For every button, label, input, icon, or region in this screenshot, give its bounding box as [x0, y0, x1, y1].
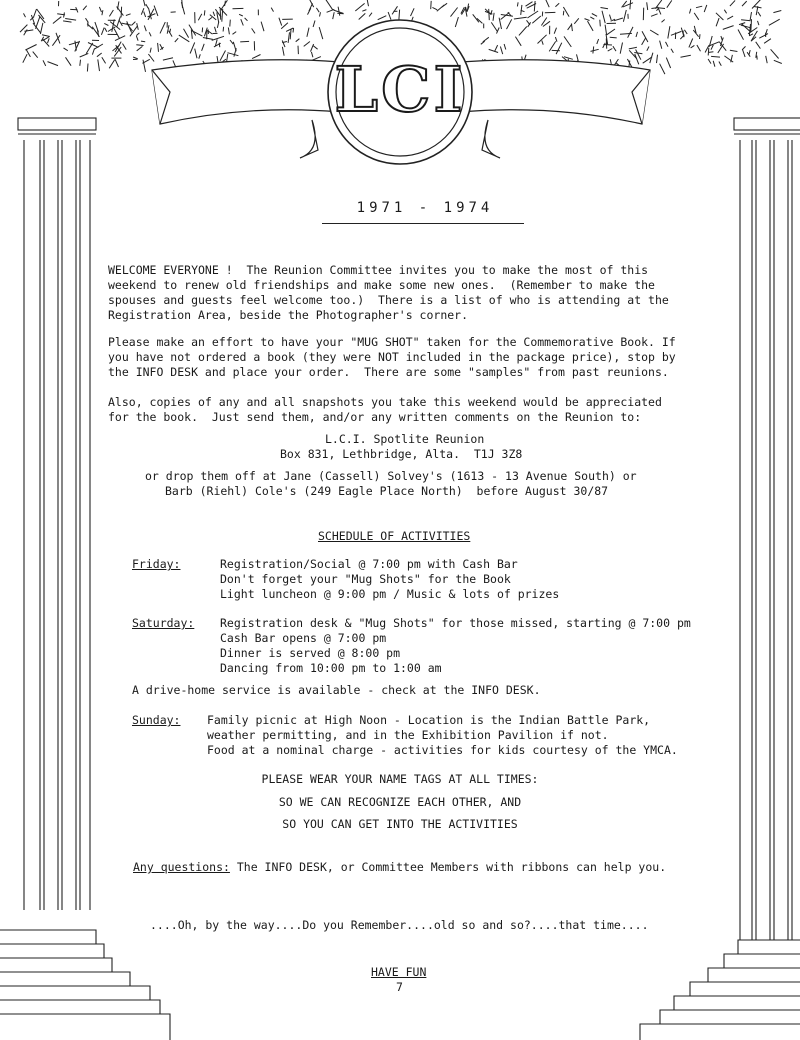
foliage-stroke: [730, 50, 738, 51]
foliage-stroke: [527, 11, 538, 18]
drive-home-note: A drive-home service is available - check at the INFO DESK.: [132, 683, 541, 697]
foliage-stroke: [115, 59, 119, 67]
foliage-stroke: [98, 59, 100, 71]
foliage-stroke: [367, 0, 369, 6]
foliage-stroke: [83, 6, 87, 10]
mugshot-line-3: the INFO DESK and place your order. There are some "samples" from past reunions.: [108, 365, 669, 379]
foliage-stroke: [24, 30, 28, 36]
foliage-stroke: [504, 44, 506, 50]
foliage-stroke: [228, 27, 229, 34]
foliage-stroke: [313, 46, 318, 50]
foliage-stroke: [160, 22, 165, 33]
foliage-stroke: [136, 36, 138, 41]
foliage-stroke: [261, 22, 264, 32]
welcome-line-2: weekend to renew old friendships and make some new ones. (Remember to make the: [108, 278, 655, 292]
foliage-stroke: [666, 42, 669, 47]
foliage-stroke: [527, 20, 531, 25]
foliage-stroke: [709, 52, 714, 53]
right-steps: [640, 940, 800, 1040]
foliage-stroke: [437, 5, 445, 11]
foliage-stroke: [150, 48, 151, 53]
sunday-item-2: weather permitting, and in the Exhibition Pavilion if not.: [207, 728, 609, 742]
foliage-stroke: [170, 29, 171, 33]
foliage-stroke: [101, 28, 104, 35]
foliage-stroke: [602, 11, 605, 23]
foliage-stroke: [514, 17, 527, 19]
foliage-stroke: [48, 62, 59, 66]
foliage-stroke: [102, 10, 103, 15]
foliage-stroke: [225, 1, 226, 6]
foliage-stroke: [610, 59, 611, 64]
foliage-stroke: [141, 41, 145, 42]
foliage-stroke: [588, 21, 594, 31]
foliage-stroke: [281, 23, 288, 29]
foliage-stroke: [593, 46, 594, 53]
foliage-stroke: [286, 28, 293, 31]
foliage-stroke: [751, 31, 757, 41]
foliage-stroke: [743, 50, 746, 58]
foliage-stroke: [217, 22, 218, 28]
by-the-way-line: ....Oh, by the way....Do you Remember....old so and so?....that time....: [150, 918, 649, 932]
saturday-label: Saturday:: [132, 616, 195, 630]
foliage-stroke: [146, 4, 148, 8]
foliage-stroke: [571, 23, 572, 31]
name-tags-line-3: SO YOU CAN GET INTO THE ACTIVITIES: [282, 817, 518, 831]
foliage-stroke: [88, 43, 98, 48]
foliage-stroke: [114, 29, 120, 39]
foliage-stroke: [620, 43, 622, 54]
foliage-stroke: [48, 38, 50, 43]
foliage-stroke: [555, 37, 557, 42]
foliage-stroke: [771, 49, 779, 58]
foliage-stroke: [26, 50, 30, 57]
foliage-stroke: [141, 8, 144, 15]
foliage-stroke: [713, 61, 715, 67]
foliage-stroke: [723, 26, 734, 30]
foliage-stroke: [628, 27, 633, 38]
name-tags-line-2: SO WE CAN RECOGNIZE EACH OTHER, AND: [278, 795, 522, 809]
foliage-stroke: [591, 49, 599, 51]
mugshot-line-1: Please make an effort to have your "MUG SHOT" taken for the Commemorative Book. If: [108, 335, 676, 349]
foliage-stroke: [650, 30, 658, 35]
foliage-stroke: [741, 20, 751, 21]
foliage-stroke: [758, 12, 761, 16]
foliage-stroke: [711, 56, 720, 57]
foliage-stroke: [642, 31, 648, 42]
foliage-stroke: [662, 20, 665, 23]
foliage-stroke: [697, 45, 701, 51]
foliage-stroke: [749, 50, 750, 55]
foliage-stroke: [711, 45, 713, 50]
foliage-stroke: [233, 32, 237, 35]
foliage-stroke: [378, 16, 387, 20]
foliage-stroke: [25, 45, 36, 51]
dropoff-line-1: or drop them off at Jane (Cassell) Solvey's (1613 - 13 Avenue South) or: [145, 469, 637, 483]
foliage-stroke: [719, 62, 721, 66]
foliage-stroke: [534, 1, 535, 12]
sunday-item-1: Family picnic at High Noon - Location is the Indian Battle Park,: [207, 713, 651, 727]
foliage-stroke: [33, 52, 38, 58]
foliage-stroke: [592, 14, 597, 17]
foliage-stroke: [369, 13, 372, 17]
foliage-stroke: [597, 39, 599, 44]
foliage-stroke: [700, 34, 701, 39]
foliage-stroke: [613, 46, 616, 51]
foliage-stroke: [491, 22, 497, 31]
sunday-label: Sunday:: [132, 713, 181, 727]
foliage-stroke: [215, 27, 217, 33]
foliage-stroke: [362, 10, 366, 12]
foliage-stroke: [704, 5, 707, 12]
foliage-stroke: [742, 46, 745, 50]
foliage-stroke: [53, 17, 61, 24]
foliage-stroke: [756, 42, 761, 49]
foliage-stroke: [112, 19, 115, 31]
foliage-stroke: [241, 19, 244, 25]
welcome-line-3: spouses and guests feel welcome too.) There is a list of who is attending at the: [108, 293, 669, 307]
foliage-stroke: [716, 13, 724, 20]
foliage-stroke: [605, 25, 607, 35]
foliage-stroke: [691, 45, 695, 48]
foliage-stroke: [252, 55, 260, 59]
foliage-stroke: [608, 49, 613, 52]
left-column: [18, 118, 96, 910]
foliage-stroke: [507, 19, 512, 29]
friday-item-1: Registration/Social @ 7:00 pm with Cash Bar: [220, 557, 518, 571]
foliage-stroke: [94, 44, 103, 49]
foliage-stroke: [149, 32, 151, 36]
foliage-stroke: [158, 43, 159, 52]
foliage-stroke: [102, 57, 106, 63]
foliage-stroke: [163, 58, 173, 60]
foliage-stroke: [660, 64, 665, 74]
foliage-stroke: [600, 20, 601, 27]
foliage-stroke: [666, 58, 670, 68]
foliage-stroke: [143, 0, 145, 6]
foliage-stroke: [642, 38, 646, 45]
foliage-stroke: [208, 17, 212, 20]
foliage-stroke: [610, 15, 612, 20]
foliage-stroke: [564, 36, 571, 47]
foliage-stroke: [220, 51, 226, 61]
foliage-stroke: [304, 42, 310, 47]
foliage-stroke: [64, 48, 68, 51]
foliage-stroke: [708, 48, 709, 56]
foliage-stroke: [636, 32, 638, 37]
left-steps: [0, 930, 170, 1040]
foliage-stroke: [132, 22, 136, 26]
logo-text: LCI: [334, 53, 466, 126]
foliage-stroke: [451, 8, 458, 17]
foliage-stroke: [690, 9, 691, 14]
schedule-title: SCHEDULE OF ACTIVITIES: [318, 529, 471, 543]
foliage-stroke: [651, 14, 658, 16]
foliage-stroke: [750, 12, 751, 20]
foliage-stroke: [556, 43, 562, 54]
foliage-stroke: [123, 44, 127, 50]
foliage-stroke: [431, 1, 432, 9]
name-tags-line-1: PLEASE WEAR YOUR NAME TAGS AT ALL TIMES:: [261, 772, 539, 786]
dropoff-line-2: Barb (Riehl) Cole's (249 Eagle Place North) before August 30/87: [165, 484, 609, 498]
foliage-stroke: [392, 6, 397, 14]
foliage-stroke: [517, 2, 518, 6]
foliage-stroke: [63, 21, 71, 22]
foliage-stroke: [271, 8, 273, 12]
foliage-stroke: [623, 10, 626, 22]
foliage-stroke: [69, 42, 79, 45]
foliage-stroke: [333, 12, 335, 19]
foliage-stroke: [228, 53, 239, 56]
foliage-stroke: [227, 54, 228, 62]
years-heading: 1971 - 1974: [356, 200, 494, 216]
foliage-stroke: [455, 17, 458, 27]
foliage-stroke: [515, 37, 521, 46]
foliage-stroke: [585, 19, 590, 21]
foliage-stroke: [189, 25, 196, 36]
foliage-stroke: [307, 28, 309, 37]
foliage-stroke: [671, 31, 682, 35]
welcome-line-1: WELCOME EVERYONE ! The Reunion Committee invites you to make the most of this: [108, 263, 649, 277]
sunday-item-3: Food at a nominal charge - activities for kids courtesy of the YMCA.: [207, 743, 678, 757]
foliage-stroke: [716, 18, 719, 26]
foliage-stroke: [65, 19, 76, 21]
foliage-stroke: [590, 17, 594, 19]
foliage-stroke: [708, 59, 711, 64]
foliage-stroke: [313, 21, 315, 28]
years-underline: [322, 223, 524, 224]
foliage-stroke: [532, 16, 541, 23]
foliage-stroke: [724, 10, 726, 14]
foliage-stroke: [399, 10, 400, 20]
foliage-stroke: [773, 11, 781, 13]
foliage-stroke: [308, 8, 311, 14]
foliage-stroke: [727, 16, 733, 19]
friday-item-3: Light luncheon @ 9:00 pm / Music & lots of prizes: [220, 587, 560, 601]
foliage-stroke: [190, 42, 195, 53]
foliage-stroke: [115, 36, 125, 41]
foliage-stroke: [240, 41, 249, 42]
foliage-stroke: [136, 33, 139, 36]
foliage-stroke: [764, 39, 771, 44]
foliage-stroke: [144, 26, 146, 32]
foliage-stroke: [34, 9, 37, 17]
foliage-stroke: [555, 3, 559, 7]
foliage-stroke: [355, 3, 364, 11]
saturday-item-1: Registration desk & "Mug Shots" for those missed, starting @ 7:00 pm: [220, 616, 691, 630]
snapshots-line-1: Also, copies of any and all snapshots you take this weekend would be appreciated: [108, 395, 662, 409]
foliage-stroke: [252, 28, 255, 33]
foliage-stroke: [109, 60, 115, 69]
foliage-stroke: [210, 15, 216, 20]
foliage-stroke: [148, 54, 154, 62]
foliage-stroke: [473, 14, 479, 22]
foliage-stroke: [493, 13, 494, 21]
friday-item-2: Don't forget your "Mug Shots" for the Book: [220, 572, 511, 586]
foliage-stroke: [97, 53, 102, 57]
saturday-item-2: Cash Bar opens @ 7:00 pm: [220, 631, 387, 645]
friday-label: Friday:: [132, 557, 181, 571]
foliage-stroke: [634, 53, 642, 54]
foliage-stroke: [604, 45, 613, 46]
foliage-stroke: [24, 30, 33, 31]
foliage-stroke: [316, 8, 319, 12]
foliage-stroke: [742, 1, 747, 6]
foliage-stroke: [549, 41, 556, 51]
foliage-stroke: [293, 28, 294, 33]
foliage-stroke: [136, 45, 143, 46]
foliage-stroke: [118, 1, 119, 9]
welcome-line-4: Registration Area, beside the Photographer's corner.: [108, 308, 469, 322]
foliage-stroke: [212, 36, 224, 40]
foliage-stroke: [563, 11, 564, 16]
saturday-item-3: Dinner is served @ 8:00 pm: [220, 646, 401, 660]
foliage-stroke: [667, 0, 672, 7]
foliage-stroke: [483, 37, 489, 42]
foliage-stroke: [203, 38, 213, 40]
foliage-stroke: [126, 14, 131, 16]
have-fun: HAVE FUN: [371, 965, 427, 979]
foliage-stroke: [730, 0, 735, 6]
address-line-2: Box 831, Lethbridge, Alta. T1J 3Z8: [280, 447, 523, 461]
foliage-stroke: [105, 28, 107, 32]
foliage-stroke: [195, 49, 197, 59]
foliage-stroke: [42, 35, 50, 37]
foliage-stroke: [223, 59, 226, 61]
foliage-stroke: [199, 54, 201, 58]
questions-text: The INFO DESK, or Committee Members with ribbons can help you.: [229, 860, 667, 874]
foliage-stroke: [689, 39, 693, 48]
foliage-stroke: [87, 64, 88, 72]
foliage-stroke: [66, 57, 72, 65]
foliage-stroke: [647, 2, 648, 10]
foliage-stroke: [127, 21, 132, 32]
foliage-stroke: [542, 41, 543, 45]
foliage-stroke: [411, 8, 415, 16]
foliage-stroke: [519, 27, 527, 36]
foliage-stroke: [133, 57, 138, 59]
foliage-stroke: [681, 55, 691, 57]
foliage-stroke: [175, 38, 178, 42]
foliage-stroke: [99, 7, 101, 12]
questions-label: Any questions:: [133, 860, 230, 874]
foliage-stroke: [282, 40, 285, 47]
foliage-stroke: [245, 18, 248, 21]
foliage-stroke: [24, 13, 26, 17]
foliage-stroke: [651, 8, 658, 9]
foliage-stroke: [489, 9, 490, 20]
foliage-stroke: [80, 60, 81, 66]
foliage-stroke: [320, 12, 321, 16]
foliage-stroke: [751, 19, 752, 32]
foliage-stroke: [204, 10, 205, 15]
foliage-stroke: [288, 32, 289, 43]
foliage-stroke: [660, 41, 662, 49]
foliage-stroke: [696, 6, 702, 8]
foliage-stroke: [574, 18, 579, 24]
foliage-stroke: [319, 27, 323, 39]
foliage-stroke: [629, 50, 636, 58]
page-number: 7: [396, 980, 403, 994]
foliage-stroke: [738, 30, 744, 40]
foliage-stroke: [92, 48, 94, 54]
foliage-stroke: [282, 47, 284, 56]
foliage-stroke: [671, 49, 673, 53]
foliage-stroke: [326, 0, 333, 10]
foliage-stroke: [620, 33, 632, 34]
foliage-stroke: [603, 43, 606, 48]
foliage-stroke: [104, 23, 108, 25]
foliage-stroke: [630, 0, 631, 9]
questions-line: [133, 860, 666, 875]
foliage-stroke: [525, 55, 527, 60]
foliage-stroke: [774, 60, 782, 63]
foliage-stroke: [223, 27, 224, 32]
foliage-stroke: [610, 37, 617, 38]
foliage-stroke: [500, 47, 502, 55]
foliage-stroke: [198, 14, 202, 20]
foliage-stroke: [489, 49, 498, 52]
snapshots-line-2: for the book. Just send them, and/or any written comments on the Reunion to:: [108, 410, 642, 424]
foliage-stroke: [432, 7, 437, 9]
foliage-stroke: [684, 30, 687, 34]
foliage-stroke: [109, 10, 113, 16]
foliage-stroke: [311, 44, 314, 52]
foliage-stroke: [359, 13, 366, 19]
foliage-stroke: [601, 8, 609, 9]
mugshot-line-2: you have not ordered a book (they were NOT included in the package price), stop by: [108, 350, 676, 364]
address-line-1: L.C.I. Spotlite Reunion: [325, 432, 485, 446]
foliage-stroke: [495, 45, 498, 52]
foliage-stroke: [80, 53, 89, 57]
foliage-stroke: [554, 28, 556, 34]
foliage-stroke: [629, 47, 637, 49]
foliage-stroke: [239, 14, 243, 16]
foliage-stroke: [749, 24, 750, 36]
foliage-stroke: [694, 13, 699, 20]
foliage-stroke: [23, 54, 27, 63]
foliage-stroke: [230, 20, 231, 27]
foliage-stroke: [279, 18, 282, 26]
foliage-stroke: [182, 0, 183, 8]
foliage-stroke: [43, 60, 46, 66]
foliage-stroke: [327, 9, 335, 12]
foliage-stroke: [563, 7, 569, 17]
foliage-stroke: [144, 12, 146, 17]
foliage-stroke: [230, 40, 233, 44]
foliage-stroke: [388, 12, 391, 20]
saturday-item-4: Dancing from 10:00 pm to 1:00 am: [220, 661, 442, 675]
foliage-stroke: [290, 29, 291, 39]
foliage-stroke: [184, 29, 189, 38]
foliage-stroke: [607, 29, 615, 35]
foliage-stroke: [668, 26, 670, 38]
foliage-stroke: [202, 44, 205, 51]
foliage-stroke: [311, 52, 313, 57]
foliage-stroke: [296, 39, 300, 42]
foliage-stroke: [758, 21, 759, 25]
foliage-stroke: [213, 12, 215, 16]
foliage-stroke: [220, 9, 221, 20]
foliage-stroke: [657, 55, 658, 63]
foliage-stroke: [647, 47, 649, 51]
foliage-stroke: [769, 19, 780, 25]
foliage-stroke: [721, 36, 722, 40]
foliage-stroke: [544, 0, 549, 7]
foliage-stroke: [759, 34, 768, 39]
foliage-stroke: [766, 56, 768, 63]
foliage-stroke: [137, 46, 143, 50]
